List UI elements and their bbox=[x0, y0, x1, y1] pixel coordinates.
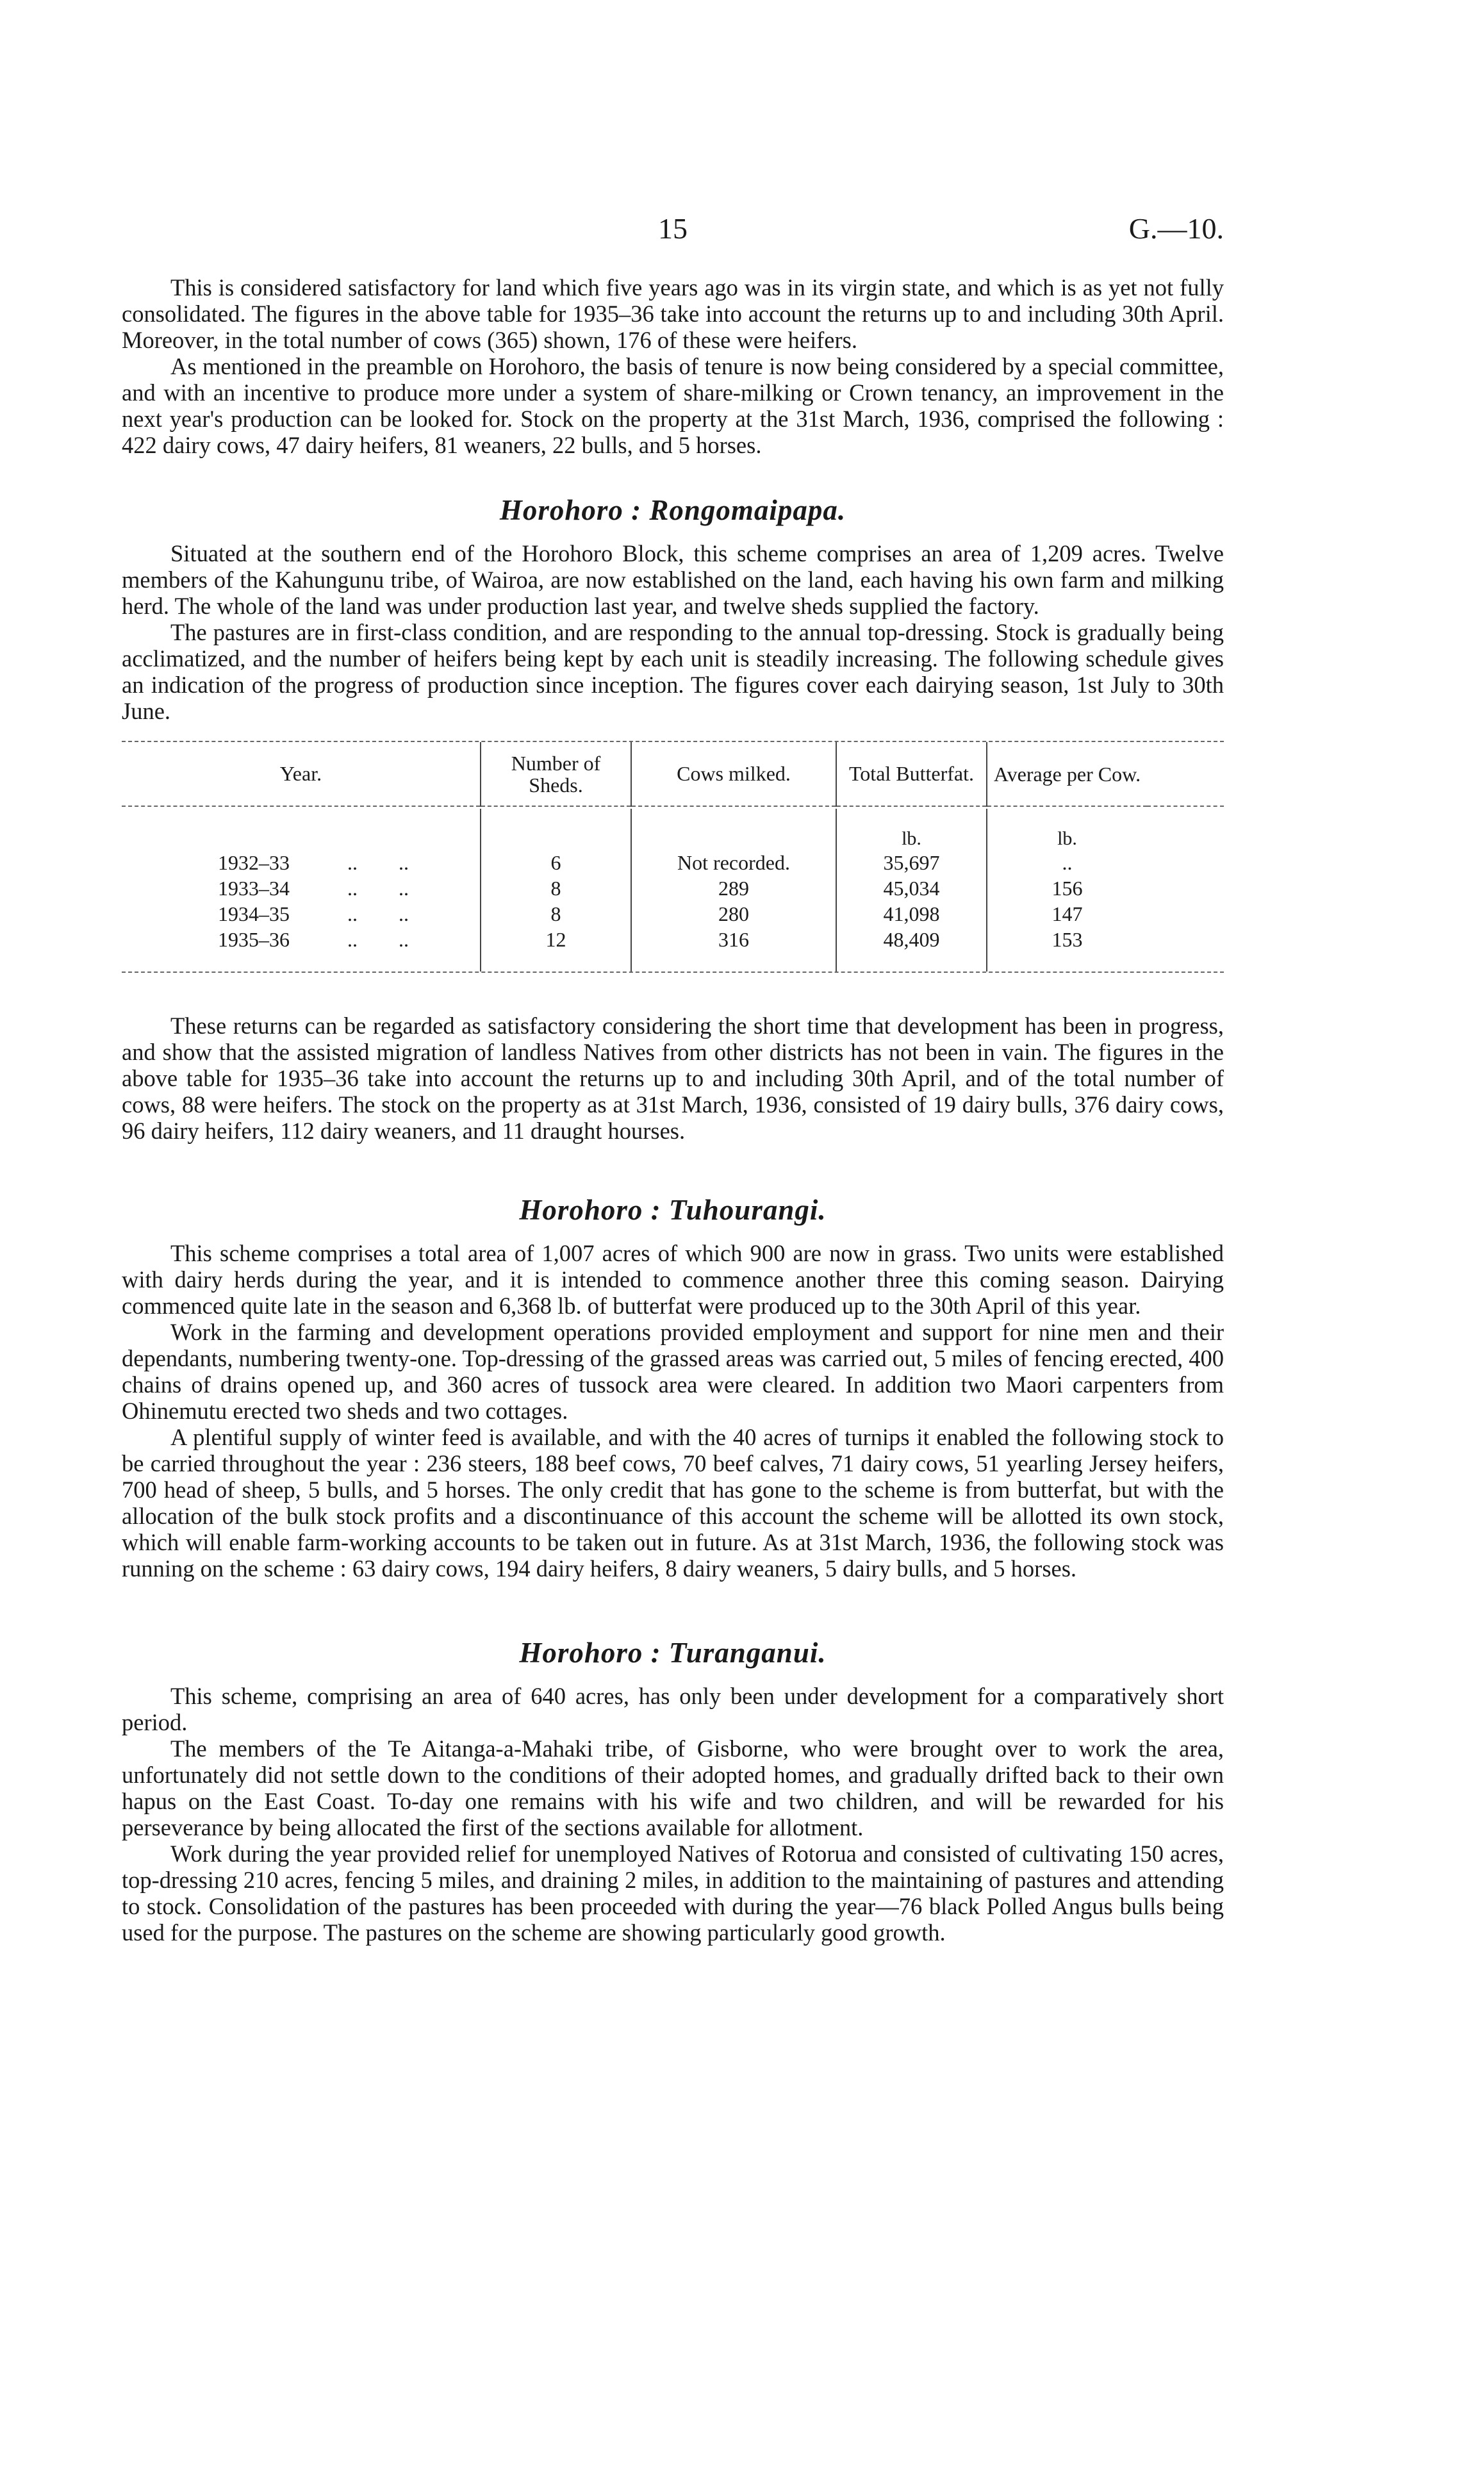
row-butterfat: 35,697 bbox=[836, 850, 987, 875]
row-average: .. bbox=[1062, 850, 1073, 874]
turanganui-paragraph-3: Work during the year provided relief for unemployed Natives of Rotorua and consisted of cultivating 150 acres, top-dressing 210 acres, fencing 5 miles, and draining 2 miles, in addition to the maintaining of pastures and attending to stock. Consolidation of the pastures has been proceeded with during the year—76 black Polled Angus bulls being used for the purpose. The pastures on the scheme are showing particularly good growth. bbox=[122, 1840, 1224, 1946]
rongomaipapa-heading: Horohoro : Rongomaipapa. bbox=[499, 494, 846, 526]
header-butterfat: Total Butterfat. bbox=[836, 742, 987, 806]
row-butterfat: 45,034 bbox=[836, 875, 987, 901]
row-cows: 316 bbox=[631, 927, 836, 952]
document-reference: G.—10. bbox=[1128, 212, 1224, 245]
intro-paragraph-2: As mentioned in the preamble on Horohoro, the basis of tenure is now being considered by a special committee, and with an incentive to produce more under a system of share-milking or Crown tenancy, an improvement in the next year's production can be looked for. Stock on the property at the 31st March, 1936, comprised the following : 422 dairy cows, 47 dairy heifers, 81 weaners, 22 bulls, and 5 horses. bbox=[122, 353, 1224, 458]
header-sheds: Number of Sheds. bbox=[481, 742, 631, 806]
row-cows: 289 bbox=[631, 875, 836, 901]
unit-average: lb. bbox=[1057, 828, 1077, 849]
table-row bbox=[122, 927, 1224, 952]
production-table-block bbox=[122, 741, 1224, 973]
row-cows: 280 bbox=[631, 901, 836, 927]
row-sheds: 8 bbox=[481, 875, 631, 901]
row-sheds: 12 bbox=[481, 927, 631, 952]
row-year: 1935–36 bbox=[218, 927, 290, 951]
row-cows: Not recorded. bbox=[631, 850, 836, 875]
table-row bbox=[122, 875, 1224, 901]
turanganui-paragraph-2: The members of the Te Aitanga-a-Mahaki tribe, of Gisborne, who were brought over to work the area, unfortunately did not settle down to the conditions of their adopted homes, and gradually drifted back to their own hapus on the East Coast. To-day one remains with his wife and two children, and will be rewarded for his perseverance by being allocated the first of the sections available for allotment. bbox=[122, 1735, 1224, 1840]
tuhourangi-paragraph-3: A plentiful supply of winter feed is available, and with the 40 acres of turnips it enabled the following stock to be carried throughout the year : 236 steers, 188 beef cows, 70 beef calves, 71 dairy cows, 51 yearling Jersey heifers, 700 head of sheep, 5 bulls, and 5 horses. The only credit that has gone to the scheme is from butterfat, but with the allocation of the bulk stock profits and a discontinuance of this account the scheme will be allotted its own stock, which will enable farm-working accounts to be taken out in future. As at 31st March, 1936, the following stock was running on the scheme : 63 dairy cows, 194 dairy heifers, 8 dairy weaners, 5 dairy bulls, and 5 horses. bbox=[122, 1424, 1224, 1582]
row-butterfat: 41,098 bbox=[836, 901, 987, 927]
table-header-row bbox=[122, 742, 1224, 806]
turanganui-heading: Horohoro : Turanganui. bbox=[519, 1637, 827, 1669]
table-row bbox=[122, 901, 1224, 927]
row-sheds: 8 bbox=[481, 901, 631, 927]
tuhourangi-paragraph-1: This scheme comprises a total area of 1,007 acres of which 900 are now in grass. Two units were established with dairy herds during the year, and it is intended to commence another three this coming season. Dairying commenced quite late in the season and 6,368 lb. of butterfat were produced up to the 30th April of this year. bbox=[122, 1240, 1224, 1319]
rongomaipapa-after-table: These returns can be regarded as satisfactory considering the short time that development has been in progress, and show that the assisted migration of landless Natives from other districts has not been in vain. The figures in the above table for 1935–36 take into account the returns up to and including 30th April, and of the total number of cows, 88 were heifers. The stock on the property as at 31st March, 1936, consisted of 19 dairy bulls, 376 dairy cows, 96 dairy heifers, 112 dairy weaners, and 11 draught hourses. bbox=[122, 1013, 1224, 1144]
header-year: Year. bbox=[279, 762, 322, 785]
table-row bbox=[122, 850, 1224, 875]
intro-paragraph-1: This is considered satisfactory for land which five years ago was in its virgin state, and which is as yet not fully consolidated. The figures in the above table for 1935–36 take into account the returns up to and including 30th April. Moreover, in the total number of cows (365) shown, 176 of these were heifers. bbox=[122, 274, 1224, 353]
units-row bbox=[122, 809, 1224, 850]
row-average: 153 bbox=[1051, 927, 1083, 951]
row-year: 1934–35 bbox=[218, 902, 290, 925]
production-table bbox=[122, 742, 1224, 972]
row-average: 156 bbox=[1051, 876, 1083, 900]
unit-butterfat: lb. bbox=[836, 809, 987, 850]
page-number: 15 bbox=[658, 212, 688, 245]
page-header bbox=[122, 211, 1224, 250]
row-sheds: 6 bbox=[481, 850, 631, 875]
page-body bbox=[122, 274, 1224, 1946]
header-average: Average per Cow. bbox=[993, 762, 1141, 786]
table-bottom-rule bbox=[122, 972, 1224, 973]
row-average: 147 bbox=[1051, 902, 1083, 925]
rongomaipapa-paragraph-2: The pastures are in first-class condition, and are responding to the annual top-dressing. Stock is gradually being acclimatized, and the number of heifers being kept by each unit is steadily increasing. The following schedule gives an indication of the progress of production since inception. The figures cover each dairying season, 1st July to 30th June. bbox=[122, 619, 1224, 724]
turanganui-paragraph-1: This scheme, comprising an area of 640 acres, has only been under development for a comparatively short period. bbox=[122, 1683, 1224, 1735]
row-dots: .. .. bbox=[347, 876, 409, 900]
row-dots: .. .. bbox=[347, 927, 409, 951]
tuhourangi-paragraph-2: Work in the farming and development operations provided employment and support for nine men and their dependants, numbering twenty-one. Top-dressing of the grassed areas was carried out, 5 miles of fencing erected, 400 chains of drains opened up, and 360 acres of tussock area were cleared. In addition two Maori carpenters from Ohinemutu erected two sheds and two cottages. bbox=[122, 1319, 1224, 1424]
tuhourangi-heading: Horohoro : Tuhourangi. bbox=[519, 1194, 827, 1226]
row-year: 1933–34 bbox=[218, 876, 290, 900]
row-dots: .. .. bbox=[347, 850, 409, 874]
row-butterfat: 48,409 bbox=[836, 927, 987, 952]
row-year: 1932–33 bbox=[218, 850, 290, 874]
rongomaipapa-paragraph-1: Situated at the southern end of the Horohoro Block, this scheme comprises an area of 1,209 acres. Twelve members of the Kahungunu tribe, of Wairoa, are now established on the land, each having his own farm and milking herd. The whole of the land was under production last year, and twelve sheds supplied the factory. bbox=[122, 540, 1224, 619]
header-cows: Cows milked. bbox=[631, 742, 836, 806]
row-dots: .. .. bbox=[347, 902, 409, 925]
